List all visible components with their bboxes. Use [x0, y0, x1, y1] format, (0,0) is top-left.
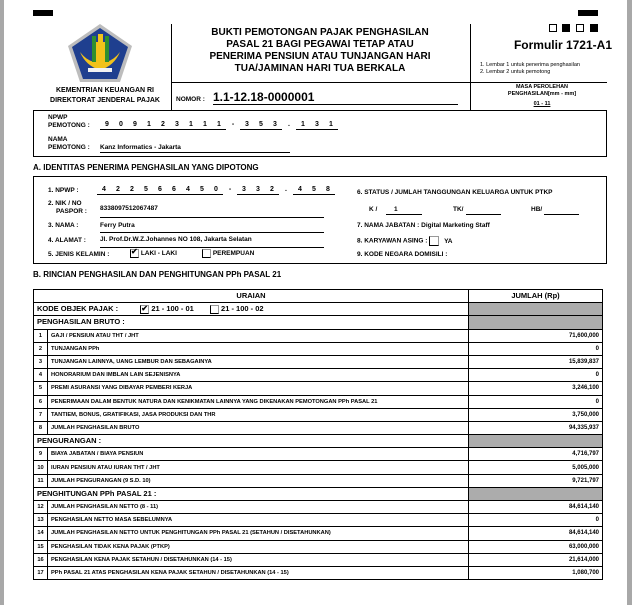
row-description: IURAN PENSIUN ATAU IURAN THT / JHT: [48, 461, 469, 474]
nik-label: [48, 200, 87, 216]
corner-marker-left: [33, 10, 53, 16]
digit: 5: [259, 121, 263, 128]
hb-value: [544, 206, 579, 215]
digit: 2: [270, 186, 274, 193]
ministry-line-1: KEMENTRIAN KEUANGAN RI: [56, 87, 154, 94]
row-description: TANTIEM, BONUS, GRATIFIKASI, JASA PRODUKSI DAN THR: [48, 408, 469, 421]
row-description: PPh PASAL 21 ATAS PENGHASILAN KENA PAJAK SETAHUN / DISETAHUNKAN (14 - 15): [48, 566, 469, 579]
nama-label-line2: PEMOTONG :: [48, 144, 90, 151]
lembar-2: 2. Lembar 2 untuk pemotong: [480, 69, 551, 75]
table-row: [34, 369, 603, 382]
row-amount: 9,721,797: [469, 474, 603, 487]
row-description: JUMLAH PENGHASILAN NETTO UNTUK PENGHITUNGAN PPh PASAL 21 (SETAHUN / DISETAHUNKAN): [48, 527, 469, 540]
group-pengurangan-label: PENGURANGAN :: [34, 435, 469, 448]
nama-penerima-value: Ferry Putra: [100, 222, 324, 233]
kode-opt1-checkbox[interactable]: [140, 305, 149, 314]
table-row: [34, 329, 603, 342]
row-number: 1: [34, 329, 48, 342]
rincian-table: [33, 289, 603, 580]
npwp-penerima-group-1: [97, 186, 223, 195]
karyawan-asing-option: YA: [444, 237, 453, 245]
jabatan-row: [357, 222, 490, 230]
form-square-1: [549, 24, 557, 32]
npwp-pemotong-digits: [100, 121, 338, 130]
npwp-penerima-digits: [97, 186, 335, 195]
jenis-kelamin-perempuan[interactable]: [202, 249, 254, 258]
npwp-label-line1: NPWP: [48, 114, 68, 121]
digit: 1: [203, 121, 207, 128]
title-line-4: TUA/JAMINAN HARI TUA BERKALA: [234, 63, 406, 74]
masa-value: 01 - 11: [533, 101, 551, 107]
title-line-2: PASAL 21 BAGI PEGAWAI TETAP ATAU: [226, 39, 414, 50]
jabatan-value: Digital Marketing Staff: [421, 222, 490, 229]
lembar-notes: [480, 62, 580, 76]
npwp-separator: .: [285, 186, 287, 193]
digit: 6: [158, 186, 162, 193]
table-row: [34, 501, 603, 514]
row-description: TUNJANGAN LAINNYA, UANG LEMBUR DAN SEBAGAINYA: [48, 355, 469, 368]
row-amount: 1,080,700: [469, 566, 603, 579]
section-a-title: A. IDENTITAS PENERIMA PENGHASILAN YANG DIPOTONG: [33, 163, 259, 172]
npwp-penerima-group-2: [237, 186, 279, 195]
digit: 6: [172, 186, 176, 193]
k-value: 1: [386, 206, 422, 215]
digit: 9: [133, 121, 137, 128]
nama-pemotong-label: [48, 136, 90, 152]
npwp-separator: -: [231, 121, 235, 128]
kode-objek-label: KODE OBJEK PAJAK :: [37, 304, 119, 314]
ministry-line-2: DIREKTORAT JENDERAL PAJAK: [50, 97, 160, 104]
form-code: Formulir 1721-A1: [513, 38, 612, 52]
group-bruto-label: PENGHASILAN BRUTO :: [34, 316, 469, 329]
digit: 0: [119, 121, 123, 128]
row-amount: 4,716,797: [469, 448, 603, 461]
digit: 9: [105, 121, 109, 128]
digit: 3: [256, 186, 260, 193]
hb-label: HB/: [531, 206, 543, 213]
row-description: PENERIMAAN DALAM BENTUK NATURA DAN KENIKMATAN LAINNYA YANG DIKENAKAN PEMOTONGAN PPh PASAL 21: [48, 395, 469, 408]
table-row: [34, 355, 603, 368]
row-number: 13: [34, 514, 48, 527]
alamat-label: 4. ALAMAT :: [48, 237, 86, 244]
group-row-bruto: [34, 316, 603, 329]
npwp-penerima-group-3: [293, 186, 335, 195]
row-number: 12: [34, 501, 48, 514]
row-number: 7: [34, 408, 48, 421]
row-amount: 84,614,140: [469, 501, 603, 514]
nama-label-line1: NAMA: [48, 136, 68, 143]
digit: 3: [315, 121, 319, 128]
laki-label: LAKI - LAKI: [140, 250, 177, 258]
row-amount: 21,614,000: [469, 553, 603, 566]
table-row: [34, 421, 603, 434]
ministry-name: [30, 86, 180, 106]
group-row-penghitungan: [34, 487, 603, 500]
gray-cell: [469, 435, 603, 448]
digit: 3: [175, 121, 179, 128]
karyawan-asing-checkbox[interactable]: [429, 236, 439, 246]
table-row: [34, 395, 603, 408]
gray-cell: [469, 303, 603, 316]
row-amount: 63,000,000: [469, 540, 603, 553]
kode-opt2-label: 21 - 100 - 02: [221, 304, 264, 314]
jenis-kelamin-laki[interactable]: [130, 249, 177, 258]
row-amount: 0: [469, 395, 603, 408]
row-description: PENGHASILAN NETTO MASA SEBELUMNYA: [48, 514, 469, 527]
row-amount: 3,246,100: [469, 382, 603, 395]
viewer-left-edge: [0, 0, 4, 605]
row-amount: 0: [469, 342, 603, 355]
row-amount: 0: [469, 369, 603, 382]
row-description: HONORARIUM DAN IMBLAN LAIN SEJENISNYA: [48, 369, 469, 382]
digit: 3: [242, 186, 246, 193]
tk-label: TK/: [453, 206, 464, 213]
npwp-pemotong-group-1: [100, 121, 226, 130]
masa-label-2: PENGHASILAN[mm - mm]: [507, 91, 577, 97]
table-header-row: [34, 290, 603, 303]
digit: 4: [102, 186, 106, 193]
laki-checkbox[interactable]: [130, 249, 139, 258]
title-line-1: BUKTI PEMOTONGAN PAJAK PENGHASILAN: [211, 27, 429, 38]
kode-negara-label: 9. KODE NEGARA DOMISILI :: [357, 251, 448, 258]
digit: 4: [298, 186, 302, 193]
nik-label-line2: PASPOR :: [56, 208, 87, 215]
nik-value: 8338097512067487: [100, 205, 324, 218]
row-amount: 71,600,000: [469, 329, 603, 342]
table-row: [34, 382, 603, 395]
nomor-label: NOMOR :: [176, 96, 205, 103]
jenis-kelamin-label: 5. JENIS KELAMIN :: [48, 251, 110, 258]
group-penghitungan-label: PENGHITUNGAN PPh PASAL 21 :: [34, 487, 469, 500]
karyawan-asing-row: [357, 236, 453, 246]
kemenkeu-logo-icon: [66, 22, 134, 84]
row-amount: 5,005,000: [469, 461, 603, 474]
digit: 5: [200, 186, 204, 193]
gray-cell: [469, 316, 603, 329]
kode-objek-row: [34, 303, 603, 316]
row-description: TUNJANGAN PPh: [48, 342, 469, 355]
section-b-title: B. RINCIAN PENGHASILAN DAN PENGHITUNGAN PPh PASAL 21: [33, 270, 282, 279]
row-number: 4: [34, 369, 48, 382]
row-amount: 94,335,937: [469, 421, 603, 434]
row-number: 17: [34, 566, 48, 579]
header-divider-right: [470, 24, 471, 110]
alamat-value: Jl. Prof.Dr.W.Z.Johannes NO 108, Jakarta Selatan: [100, 236, 324, 248]
digit: 3: [245, 121, 249, 128]
kode-objek-cell: [34, 303, 469, 316]
row-number: 9: [34, 448, 48, 461]
row-description: JUMLAH PENGHASILAN NETTO (8 - 11): [48, 501, 469, 514]
kode-opt1-label: 21 - 100 - 01: [151, 304, 194, 314]
npwp-separator: -: [228, 186, 232, 193]
title-line-3: PENERIMA PENSIUN ATAU TUNJANGAN HARI: [209, 51, 431, 62]
row-description: GAJI / PENSIUN ATAU THT / JHT: [48, 329, 469, 342]
corner-marker-right: [578, 10, 598, 16]
digit: 0: [214, 186, 218, 193]
jabatan-label: 7. NAMA JABATAN :: [357, 222, 420, 229]
form-title: [175, 27, 465, 75]
row-number: 2: [34, 342, 48, 355]
status-ptkp-label: 6. STATUS / JUMLAH TANGGUNGAN KELUARGA UNTUK PTKP: [357, 189, 553, 196]
row-description: JUMLAH PENGURANGAN (9 S.D. 10): [48, 474, 469, 487]
digit: 1: [301, 121, 305, 128]
row-number: 8: [34, 421, 48, 434]
row-description: PENGHASILAN TIDAK KENA PAJAK (PTKP): [48, 540, 469, 553]
row-number: 6: [34, 395, 48, 408]
perempuan-checkbox[interactable]: [202, 249, 211, 258]
npwp-pemotong-group-2: [240, 121, 282, 130]
table-row: [34, 553, 603, 566]
k-label: K /: [369, 206, 378, 213]
row-description: PENGHASILAN KENA PAJAK SETAHUN / DISETAHUNKAN (14 - 15): [48, 553, 469, 566]
digit: 1: [329, 121, 333, 128]
digit: 5: [312, 186, 316, 193]
row-description: JUMLAH PENGHASILAN BRUTO: [48, 421, 469, 434]
digit: 2: [161, 121, 165, 128]
npwp-penerima-label: 1. NPWP :: [48, 187, 79, 194]
nama-penerima-label: 3. NAMA :: [48, 222, 79, 229]
npwp-separator: .: [288, 121, 290, 128]
digit: 2: [130, 186, 134, 193]
nama-pemotong-value: Kanz Informatics - Jakarta: [100, 144, 290, 153]
karyawan-asing-label: 8. KARYAWAN ASING :: [357, 237, 428, 245]
row-description: PREMI ASURANSI YANG DIBAYAR PEMBERI KERJA: [48, 382, 469, 395]
npwp-pemotong-label: [48, 114, 90, 130]
form-square-4: [590, 24, 598, 32]
row-amount: 3,750,000: [469, 408, 603, 421]
table-row: [34, 448, 603, 461]
nomor-value: 1.1-12.18-0000001: [213, 90, 458, 105]
gray-cell: [469, 487, 603, 500]
perempuan-label: PEREMPUAN: [212, 250, 255, 258]
lembar-1: 1. Lembar 1 untuk penerima penghasilan: [480, 62, 580, 68]
masa-label-1: MASA PEROLEHAN: [515, 84, 569, 90]
digit: 2: [116, 186, 120, 193]
digit: 3: [273, 121, 277, 128]
row-amount: 15,839,837: [469, 355, 603, 368]
table-row: [34, 514, 603, 527]
npwp-label-line2: PEMOTONG :: [48, 122, 90, 129]
row-amount: 84,614,140: [469, 527, 603, 540]
digit: 1: [147, 121, 151, 128]
header-hline-mid: [171, 82, 607, 83]
group-row-pengurangan: [34, 435, 603, 448]
table-row: [34, 408, 603, 421]
digit: 1: [189, 121, 193, 128]
form-square-3: [576, 24, 584, 32]
digit: 4: [186, 186, 190, 193]
row-number: 5: [34, 382, 48, 395]
row-number: 3: [34, 355, 48, 368]
row-number: 10: [34, 461, 48, 474]
digit: 1: [217, 121, 221, 128]
col-uraian: URAIAN: [34, 290, 469, 303]
row-number: 11: [34, 474, 48, 487]
table-row: [34, 566, 603, 579]
digit: 8: [326, 186, 330, 193]
table-row: [34, 527, 603, 540]
form-square-2: [562, 24, 570, 32]
masa-perolehan: [472, 84, 612, 108]
digit: 5: [144, 186, 148, 193]
table-row: [34, 474, 603, 487]
row-description: BIAYA JABATAN / BIAYA PENSIUN: [48, 448, 469, 461]
viewer-scrollbar[interactable]: [627, 0, 632, 605]
npwp-pemotong-group-3: [296, 121, 338, 130]
kode-opt2-checkbox[interactable]: [210, 305, 219, 314]
row-number: 16: [34, 553, 48, 566]
tk-value: [466, 206, 501, 215]
row-amount: 0: [469, 514, 603, 527]
col-jumlah: JUMLAH (Rp): [469, 290, 603, 303]
table-row: [34, 461, 603, 474]
table-row: [34, 342, 603, 355]
nik-label-line1: 2. NIK / NO: [48, 200, 82, 207]
row-number: 15: [34, 540, 48, 553]
row-number: 14: [34, 527, 48, 540]
table-row: [34, 540, 603, 553]
